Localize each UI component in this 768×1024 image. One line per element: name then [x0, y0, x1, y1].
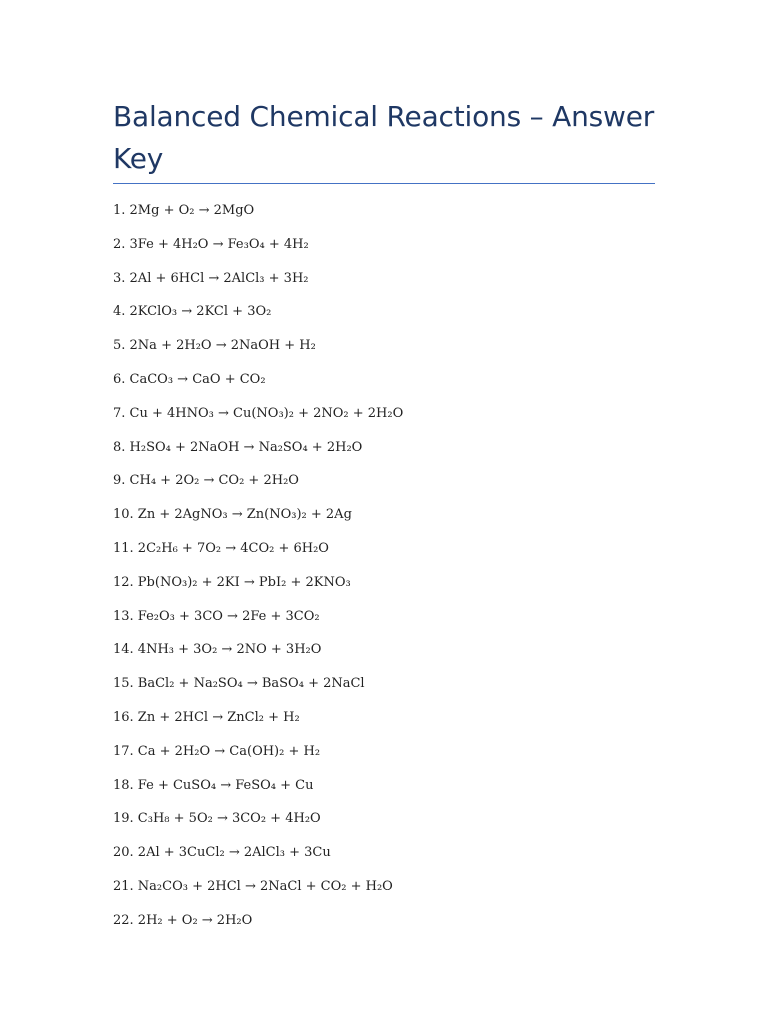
- reaction-item: 8. H₂SO₄ + 2NaOH → Na₂SO₄ + 2H₂O: [113, 439, 363, 455]
- reaction-item: 4. 2KClO₃ → 2KCl + 3O₂: [113, 304, 272, 320]
- reaction-item: 22. 2H₂ + O₂ → 2H₂O: [113, 912, 253, 928]
- reaction-list: [113, 203, 655, 947]
- reaction-item: 20. 2Al + 3CuCl₂ → 2AlCl₃ + 3Cu: [113, 845, 331, 861]
- reaction-item: 13. Fe₂O₃ + 3CO → 2Fe + 3CO₂: [113, 608, 320, 624]
- reaction-item: 21. Na₂CO₃ + 2HCl → 2NaCl + CO₂ + H₂O: [113, 878, 393, 894]
- reaction-item: 16. Zn + 2HCl → ZnCl₂ + H₂: [113, 709, 300, 725]
- reaction-item: 6. CaCO₃ → CaO + CO₂: [113, 371, 266, 387]
- reaction-item: 9. CH₄ + 2O₂ → CO₂ + 2H₂O: [113, 473, 299, 489]
- reaction-item: 10. Zn + 2AgNO₃ → Zn(NO₃)₂ + 2Ag: [113, 507, 352, 523]
- reaction-item: 1. 2Mg + O₂ → 2MgO: [113, 203, 255, 218]
- reaction-item: 18. Fe + CuSO₄ → FeSO₄ + Cu: [113, 777, 314, 793]
- reaction-item: 11. 2C₂H₆ + 7O₂ → 4CO₂ + 6H₂O: [113, 540, 329, 556]
- page-title: Balanced Chemical Reactions – Answer Key: [113, 100, 655, 175]
- reaction-item: 7. Cu + 4HNO₃ → Cu(NO₃)₂ + 2NO₂ + 2H₂O: [113, 405, 404, 421]
- document-page: [113, 96, 655, 947]
- reaction-item: 2. 3Fe + 4H₂O → Fe₃O₄ + 4H₂: [113, 236, 309, 252]
- reaction-item: 17. Ca + 2H₂O → Ca(OH)₂ + H₂: [113, 743, 321, 759]
- title-underline: [113, 183, 655, 184]
- reaction-item: 19. C₃H₈ + 5O₂ → 3CO₂ + 4H₂O: [113, 811, 321, 827]
- reaction-item: 12. Pb(NO₃)₂ + 2KI → PbI₂ + 2KNO₃: [113, 574, 351, 590]
- reaction-item: 15. BaCl₂ + Na₂SO₄ → BaSO₄ + 2NaCl: [113, 676, 365, 692]
- reaction-item: 5. 2Na + 2H₂O → 2NaOH + H₂: [113, 338, 316, 354]
- reaction-item: 14. 4NH₃ + 3O₂ → 2NO + 3H₂O: [113, 642, 322, 658]
- reaction-item: 3. 2Al + 6HCl → 2AlCl₃ + 3H₂: [113, 270, 309, 286]
